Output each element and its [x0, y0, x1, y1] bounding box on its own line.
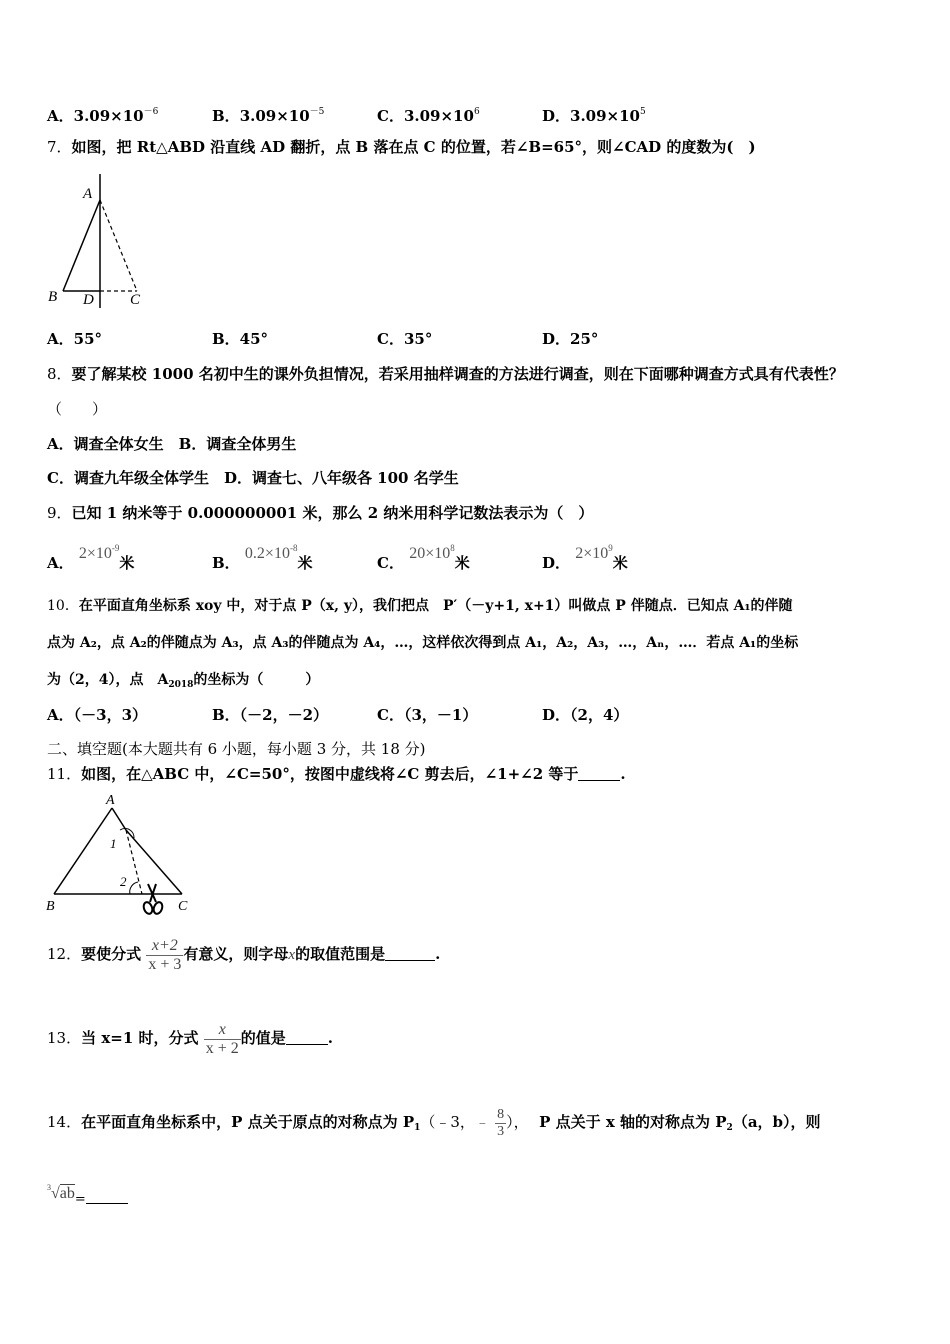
q11-label-angle-2: 2 — [120, 874, 127, 889]
q14-stem: 14．在平面直角坐标系中，P 点关于原点的对称点为 $P_1(﹣3$，﹣ $\frac{8}{3}$ ）， P 点关于 x 轴的对称点为 $P_2(a$，b），则 — [47, 1106, 821, 1139]
q10-line-3: 为（2，4），点 $A_{2018}$的坐标为（ ） — [47, 672, 320, 690]
q11-answer-blank[interactable] — [578, 766, 620, 781]
q12-stem: 12．要使分式 $\frac{x+2}{x + 3}$ 有意义，则字母x的取值范围是 . — [47, 936, 441, 973]
q7-side-ac — [100, 200, 137, 291]
q14-answer-blank[interactable] — [86, 1189, 128, 1204]
q9-option-b: B． $0.2\times 10^{-8}$米 — [212, 543, 313, 572]
q7-option-c: C．35° — [377, 330, 433, 348]
q6-option-a: A．$3.09\times 10^{-6}$ — [47, 107, 159, 125]
q7-label-b: B — [48, 289, 58, 305]
q9-option-d: D． $2\times 10^9$米 — [542, 543, 628, 572]
q7-label-c: C — [130, 292, 141, 308]
q11-side-a-cut — [112, 808, 126, 830]
q12-fraction: $\frac{x+2}{x + 3}$ — [148, 936, 182, 973]
q7-option-d: D．25° — [542, 330, 599, 348]
q7-stem: 7．如图，把 Rt△ABD 沿直线 AD 翻折，点 B 落在点 C 的位置，若∠B=65°，则∠CAD 的度数为( ) — [47, 138, 756, 156]
q14-cube-root: $^3$√ab — [47, 1183, 75, 1202]
q8-options-ab: A．调查全体女生 B．调查全体男生 — [47, 435, 297, 453]
q11-stem: 11．如图，在△ABC 中，∠C=50°，按图中虚线将∠C 剪去后，∠1+∠2 等于 . — [47, 765, 626, 783]
q11-label-a: A — [106, 793, 115, 808]
q10-line-1: 10．在平面直角坐标系 xoy 中，对于点 P（x, y），我们把点 P′（－y+1, x+1）叫做点 P 伴随点．已知点 A₁的伴随 — [47, 598, 793, 614]
q6-option-b: B．$3.09\times 10^{-5}$ — [212, 107, 325, 125]
q7-label-d: D — [83, 292, 94, 308]
q14-answer-line: $^3$√ab= — [47, 1178, 128, 1210]
q8-answer-paren: （ ） — [47, 400, 108, 418]
q13-stem: 13．当 x=1 时，分式 $\frac{x}{x + 2}$ 的值是 . — [47, 1020, 334, 1057]
q9-option-c: C． $20\times 10^8$米 — [377, 543, 470, 572]
q7-figure — [45, 172, 155, 312]
q10-line-2: 点为 A₂，点 A₂的伴随点为 A₃，点 A₃的伴随点为 A₄，…，这样依次得到点 A₁，A₂，A₃，…，Aₙ，…．若点 A₁的坐标 — [47, 635, 799, 651]
q9-stem: 9．已知 1 纳米等于 0.000000001 米，那么 2 纳米用科学记数法表示为（ ） — [47, 504, 594, 522]
q10-option-d: D．（2，4） — [542, 706, 629, 724]
q6-option-c: C．$3.09\times 10^6$ — [377, 107, 480, 125]
section-2-heading: 二、填空题(本大题共有 6 小题，每小题 3 分，共 18 分) — [47, 740, 426, 758]
q7-option-b: B．45° — [212, 330, 269, 348]
q8-stem: 8．要了解某校 1000 名初中生的课外负担情况，若采用抽样调查的方法进行调查，则在下面哪种调查方式具有代表性？ — [47, 365, 844, 383]
q14-fraction: $\frac{8}{3}$ — [497, 1106, 505, 1139]
q10-option-a: A．（－3，3） — [47, 706, 148, 724]
q8-options-cd: C．调查九年级全体学生 D．调查七、八年级各 100 名学生 — [47, 469, 459, 487]
q11-side-cut-c — [126, 830, 182, 894]
q7-option-a: A．55° — [47, 330, 103, 348]
q11-label-c: C — [178, 899, 188, 914]
q13-answer-blank[interactable] — [286, 1030, 328, 1045]
q11-label-angle-1: 1 — [110, 836, 117, 851]
q13-fraction: $\frac{x}{x + 2}$ — [205, 1020, 239, 1057]
q10-option-b: B．（－2，－2） — [212, 706, 329, 724]
q11-side-ab — [54, 808, 112, 894]
scissors-icon — [142, 884, 164, 915]
q7-label-a: A — [83, 186, 93, 202]
q9-option-a: A． $2\times 10^{-9}$米 — [47, 543, 135, 572]
q11-figure — [44, 790, 194, 915]
q11-angle-2-arc — [130, 882, 138, 894]
q10-option-c: C．（3，－1） — [377, 706, 478, 724]
q11-label-b: B — [46, 899, 55, 914]
q7-side-ab — [63, 200, 100, 291]
q6-option-d: D．$3.09\times 10^5$ — [542, 107, 646, 125]
q12-answer-blank[interactable] — [385, 946, 435, 961]
